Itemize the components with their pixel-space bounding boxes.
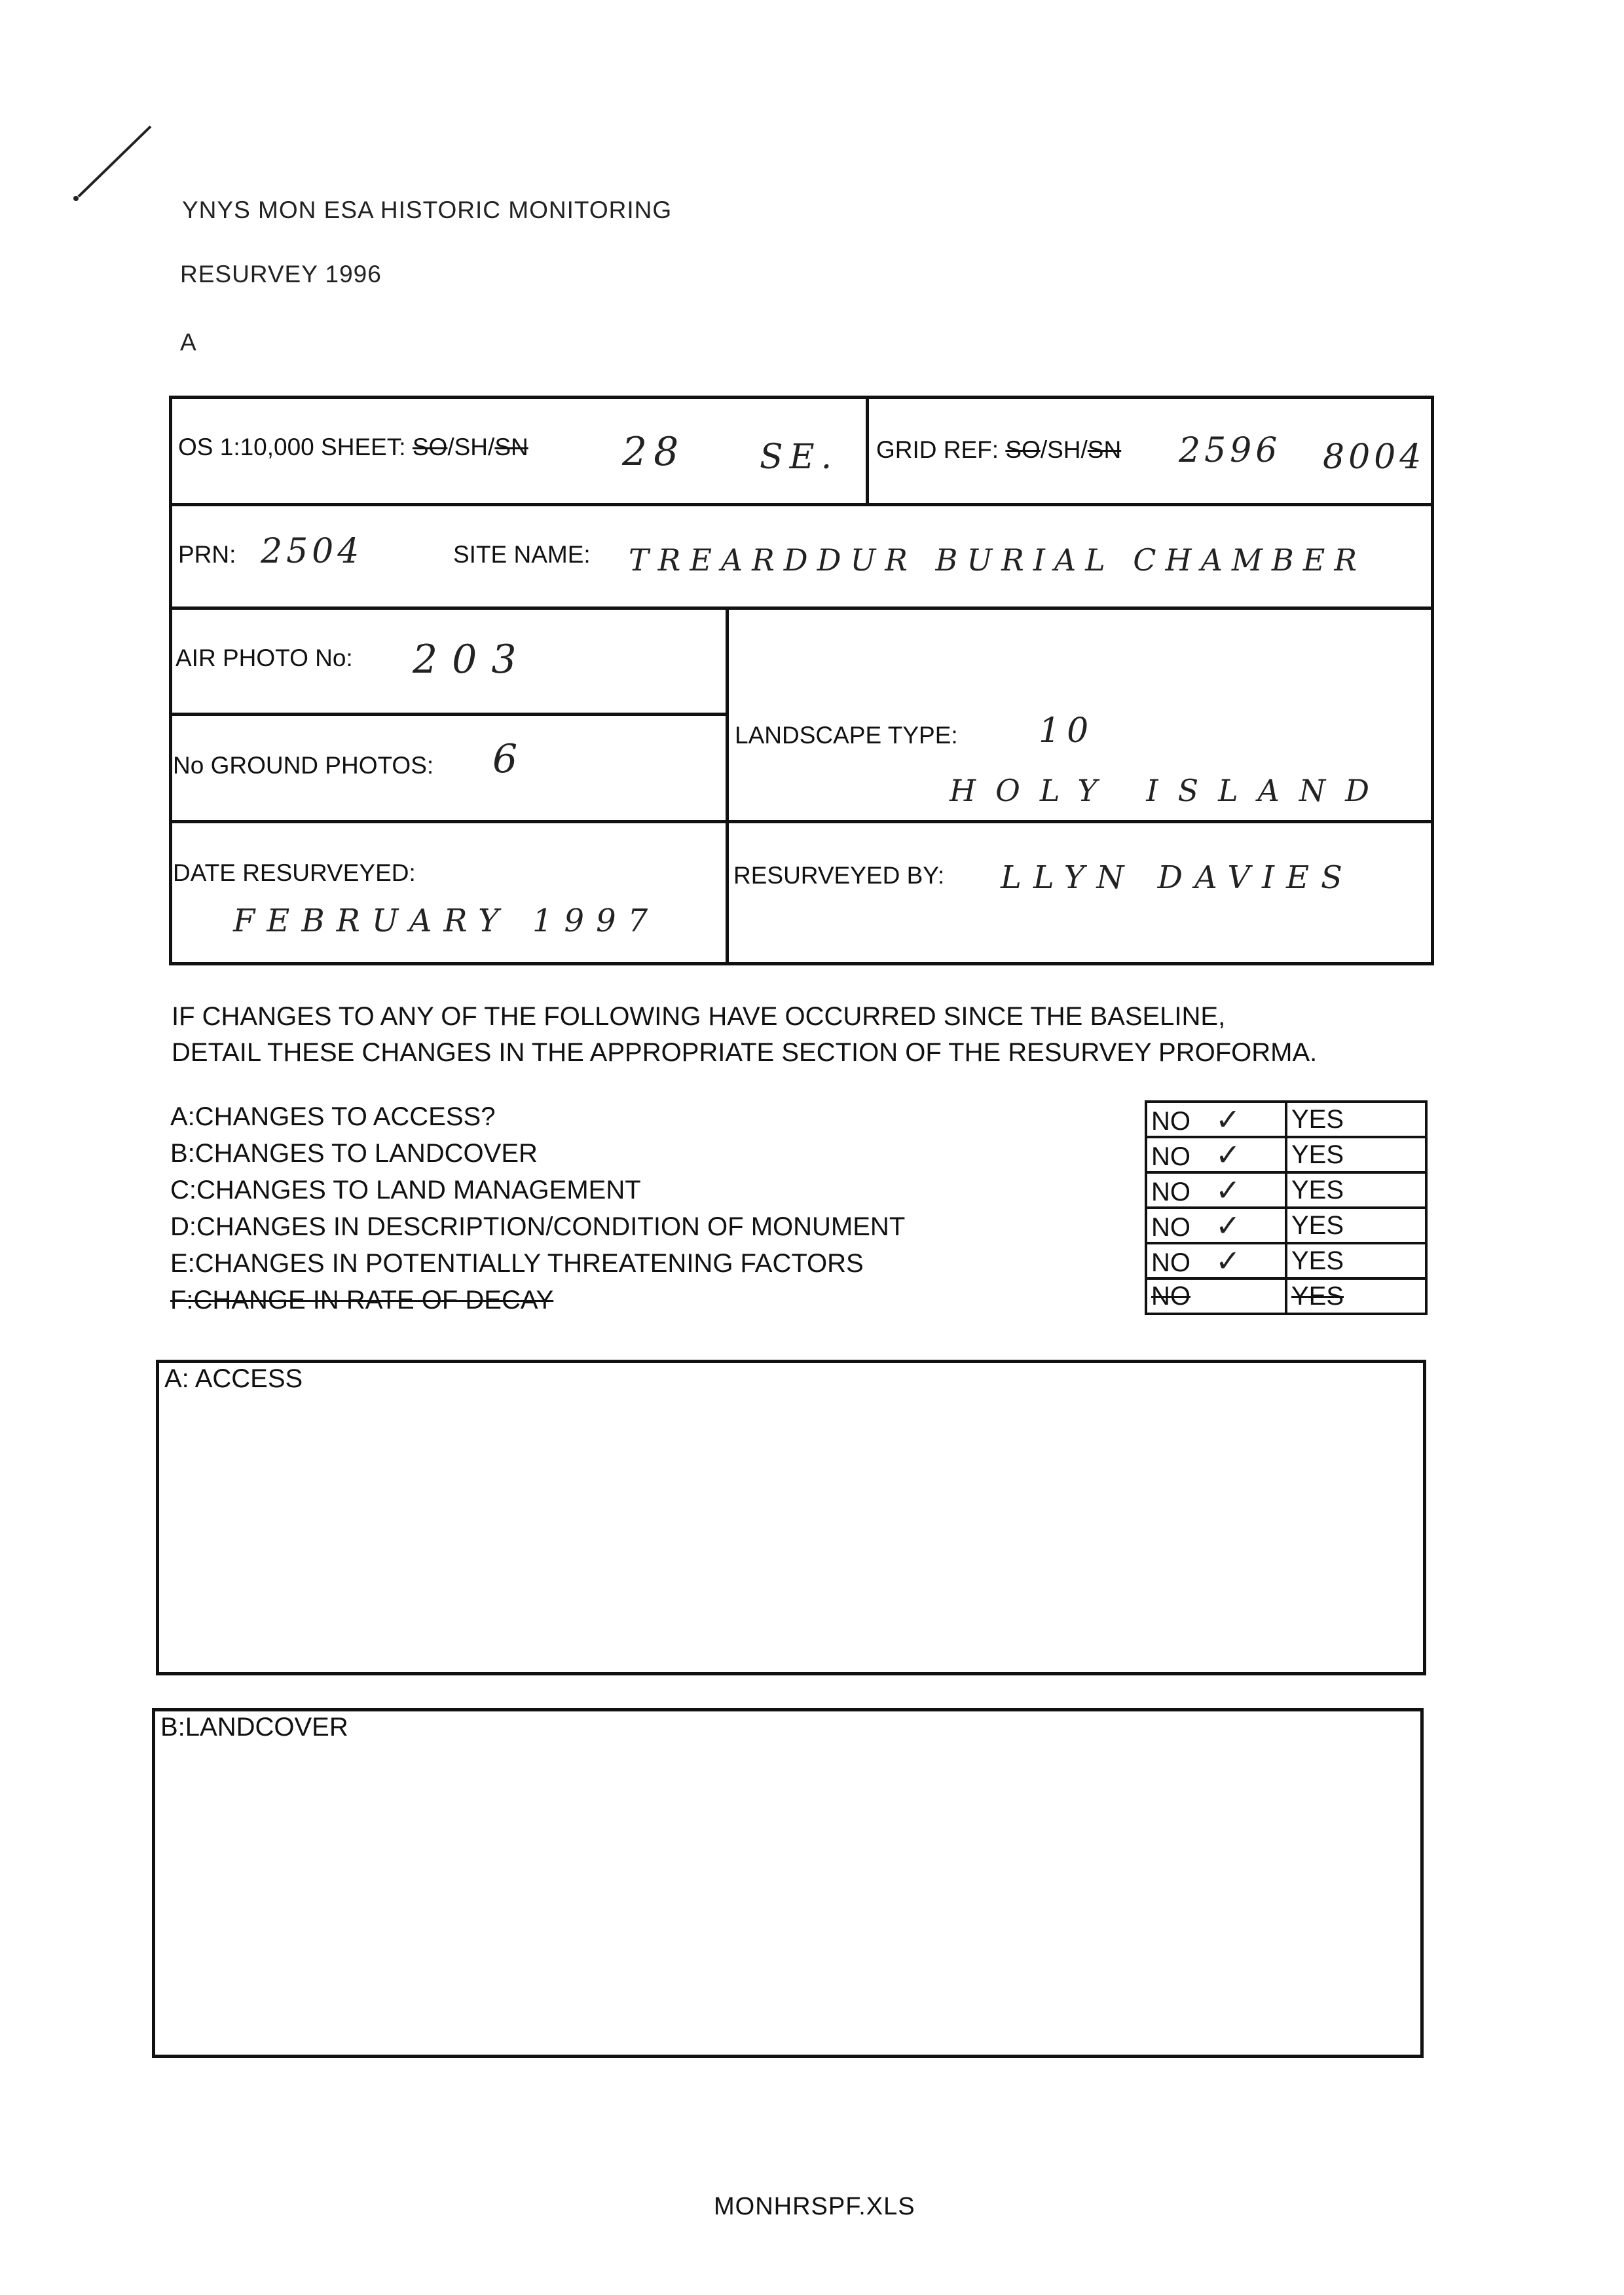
grid-prefix-kept: /SH/ <box>1040 436 1088 463</box>
site-name-label: SITE NAME: <box>453 541 591 568</box>
sheet-prefix-struck: SO <box>412 434 448 460</box>
landscape-type-label: LANDSCAPE TYPE: <box>735 722 958 749</box>
date-resurveyed-label: DATE RESURVEYED: <box>173 859 416 886</box>
question-landcover: B:CHANGES TO LANDCOVER <box>170 1139 538 1168</box>
tick-mark-icon: ✓ <box>1215 1102 1241 1137</box>
question-monument-condition: D:CHANGES IN DESCRIPTION/CONDITION OF MONUMENT <box>170 1212 906 1241</box>
row-divider <box>169 606 1434 610</box>
grid-northing-value: 8004 <box>1323 438 1426 477</box>
no-checkbox[interactable]: NO ✓ <box>1145 1100 1287 1138</box>
access-section-title: A: ACCESS <box>164 1364 303 1393</box>
landcover-section[interactable] <box>152 1708 1424 2058</box>
date-resurveyed-value: FEBRUARY 1997 <box>233 903 660 939</box>
row-divider <box>169 503 1434 506</box>
grid-ref-field-label <box>876 436 1121 464</box>
no-checkbox[interactable]: NO ✓ <box>1145 1136 1287 1174</box>
resurveyed-by-label: RESURVEYED BY: <box>733 862 945 889</box>
question-rate-of-decay: F:CHANGE IN RATE OF DECAY <box>170 1286 554 1315</box>
prn-label: PRN: <box>178 541 236 568</box>
yes-checkbox[interactable]: YES <box>1285 1136 1428 1174</box>
yes-checkbox[interactable]: YES <box>1285 1171 1428 1209</box>
air-photo-value: 203 <box>413 637 531 682</box>
form-title: YNYS MON ESA HISTORIC MONITORING <box>182 196 673 223</box>
yes-checkbox[interactable]: YES <box>1285 1206 1428 1244</box>
instruction-line-2: DETAIL THESE CHANGES IN THE APPROPRIATE SECTION OF THE RESURVEY PROFORMA. <box>172 1038 1318 1067</box>
tick-mark-icon: ✓ <box>1215 1243 1241 1278</box>
tick-mark-icon: ✓ <box>1215 1172 1241 1208</box>
landscape-name-value: HOLY ISLAND <box>950 773 1390 808</box>
yes-checkbox: YES <box>1285 1277 1428 1315</box>
pen-stroke-mark <box>65 121 157 206</box>
sheet-field-label <box>178 434 528 461</box>
row-divider <box>169 820 1434 823</box>
footer-filename: MONHRSPF.XLS <box>714 2193 915 2220</box>
sheet-label: OS 1:10,000 SHEET: <box>178 434 406 460</box>
sheet-number-value: 28 <box>622 429 686 475</box>
resurveyed-by-value: LLYN DAVIES <box>1001 859 1354 896</box>
sheet-prefix-kept: /SH/ <box>447 434 495 460</box>
column-divider <box>726 606 729 965</box>
sheet-quadrant-value: SE. <box>760 438 839 477</box>
question-access: A:CHANGES TO ACCESS? <box>170 1102 496 1131</box>
grid-easting-value: 2596 <box>1179 431 1282 470</box>
instruction-line-1: IF CHANGES TO ANY OF THE FOLLOWING HAVE OCCURRED SINCE THE BASELINE, <box>172 1002 1226 1031</box>
tick-mark-icon: ✓ <box>1215 1137 1241 1172</box>
yes-checkbox[interactable]: YES <box>1285 1100 1428 1138</box>
no-checkbox[interactable]: NO ✓ <box>1145 1242 1287 1280</box>
air-photo-label: AIR PHOTO No: <box>175 644 353 671</box>
landscape-type-value: 10 <box>1039 711 1096 751</box>
sheet-prefix-struck-2: SN <box>494 434 528 460</box>
grid-ref-label: GRID REF: <box>876 436 999 463</box>
grid-prefix-struck: SO <box>1005 436 1041 463</box>
question-threatening-factors: E:CHANGES IN POTENTIALLY THREATENING FACTORS <box>170 1249 864 1278</box>
prn-value: 2504 <box>261 532 363 571</box>
form-subtitle: RESURVEY 1996 <box>180 261 382 288</box>
no-checkbox[interactable]: NO ✓ <box>1145 1206 1287 1244</box>
yes-checkbox[interactable]: YES <box>1285 1242 1428 1280</box>
ground-photos-value: 6 <box>492 736 525 782</box>
no-checkbox[interactable]: NO ✓ <box>1145 1171 1287 1209</box>
ground-photos-label: No GROUND PHOTOS: <box>173 752 434 779</box>
access-section[interactable] <box>156 1360 1426 1675</box>
landcover-section-title: B:LANDCOVER <box>160 1713 348 1742</box>
column-divider <box>866 396 869 504</box>
question-land-management: C:CHANGES TO LAND MANAGEMENT <box>170 1176 641 1204</box>
form-letter: A <box>180 329 197 356</box>
grid-prefix-struck-2: SN <box>1087 436 1122 463</box>
site-name-value: TREARDDUR BURIAL CHAMBER <box>629 542 1366 578</box>
row-divider <box>169 713 728 716</box>
no-checkbox: NO <box>1145 1277 1287 1315</box>
tick-mark-icon: ✓ <box>1215 1208 1241 1243</box>
